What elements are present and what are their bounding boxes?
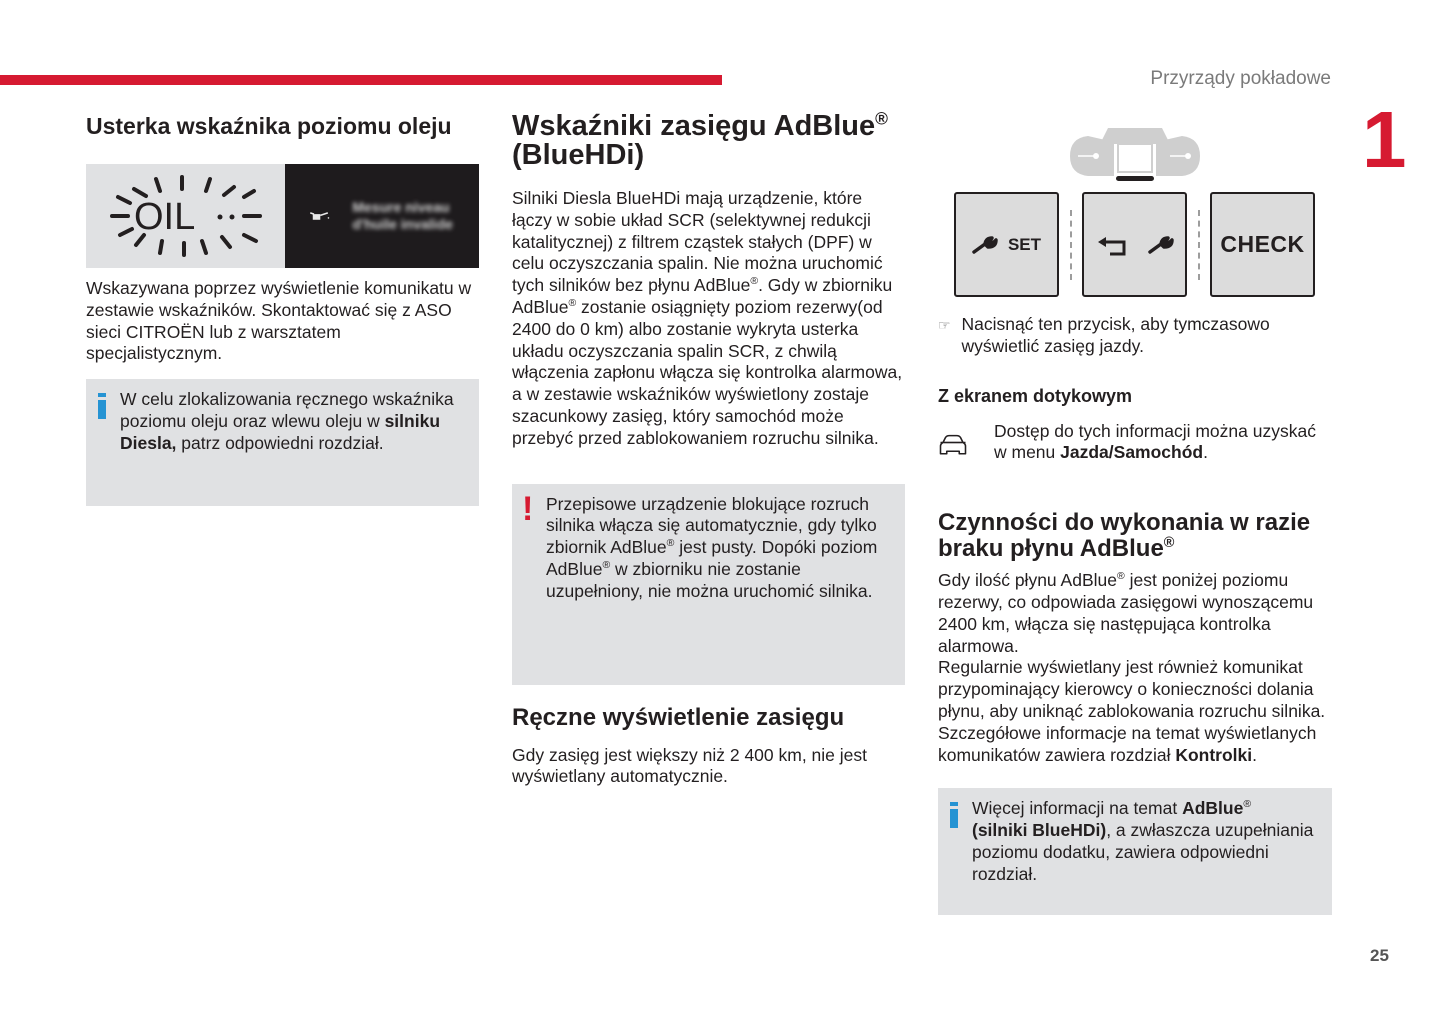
info-note-adblue — [938, 788, 1332, 915]
back-arrow-icon — [1096, 233, 1128, 257]
blurred-display-message: Mesure niveau d'huile invalide — [352, 199, 453, 232]
chapter-number: 1 — [1362, 95, 1405, 184]
back-wrench-button[interactable] — [1082, 192, 1187, 297]
info-icon — [98, 393, 106, 419]
column-adblue-range — [512, 108, 905, 788]
instrument-cluster-diagram — [954, 112, 1334, 312]
check-button[interactable] — [1210, 192, 1315, 297]
warning-note-text: Przepisowe urządzenie blokujące rozruch silnika włącza się automatycznie, gdy tylko zbiornik AdBlue® jest pusty. Dopóki poziom AdBlue® w zbiorniku nie zostanie uzupełniony, nie można uruchomić silnika. — [546, 493, 878, 601]
button-separator — [1059, 210, 1082, 280]
column-range-controls — [938, 112, 1332, 915]
wrench-icon — [972, 235, 998, 255]
section-label: Przyrządy pokładowe — [1150, 68, 1331, 89]
adblue-shortage-description: Gdy ilość płynu AdBlue® jest poniżej poziomu rezerwy, co odpowiada zasięgowi wynoszącemu 2400 km, włącza się następująca kontrolka alarmowa. Regularnie wyświetlany jest również komunikat przypominający kierowcy o konieczności dolania płynu, aby uniknąć zablokowania rozruchu silnika. Szczegółowe informacje na temat wyświetlanych komunikatów zawiera rozdział Kontrolki. — [938, 570, 1326, 765]
warning-exclamation-icon: ! — [522, 489, 534, 528]
oil-warning-illustration — [86, 164, 479, 268]
oil-can-icon — [309, 207, 330, 225]
info-note-text: W celu zlokalizowania ręcznego wskaźnika poziomu oleju oraz wlewu oleju w silniku Diesla, patrz odpowiedni rozdział. — [120, 389, 454, 453]
button-separator — [1187, 210, 1210, 280]
adblue-description: Silniki Diesla BlueHDi mają urządzenie, które łączy w sobie układ SCR (selektywnej redukcji katalitycznej) z filtrem cząstek stałych (DPF) w celu oczyszczania spalin. Nie można uruchomić tych silników bez płynu AdBlue®. Gdy w zbiorniku AdBlue® zostanie osiągnięty poziom rezerwy(od 2400 do 0 km) albo zostanie wykryta usterka układu oczyszczania spalin SCR, z chwilą włączenia zapłonu włącza się kontrolka alarmowa, a w zestawie wskaźników wyświetlony zostaje szacunkowy zasięg, który samochód może przebyć przed zablokowaniem rozruchu silnika. — [512, 188, 903, 448]
oil-warning-icon — [106, 171, 266, 261]
oil-fault-description: Wskazywana poprzez wyświetlenie komunikatu w zestawie wskaźników. Skontaktować się z ASO sieci CITROËN lub z warsztatem specjalistycznym. — [86, 278, 472, 364]
oil-icon-label: OIL — [133, 196, 195, 238]
instrument-cluster-icon — [1070, 126, 1200, 182]
info-note-adblue-text: Więcej informacji na temat AdBlue® (silniki BlueHDi), a zwłaszcza uzupełniania poziomu dodatku, zawiera odpowiedni rozdział. — [972, 798, 1314, 884]
touchscreen-info — [938, 421, 1332, 465]
oil-fault-title: Usterka wskaźnika poziomu oleju — [86, 113, 452, 139]
manual-range-title: Ręczne wyświetlenie zasięgu — [512, 703, 845, 731]
adblue-range-title: Wskaźniki zasięgu AdBlue® (BlueHDi) — [512, 108, 888, 171]
info-note-oil — [86, 379, 479, 506]
wrench-icon — [1148, 235, 1174, 255]
info-icon — [950, 802, 958, 828]
manual-range-description: Gdy zasięg jest większy niż 2 400 km, nie jest wyświetlany automatycznie. — [512, 744, 868, 787]
touchscreen-subtitle: Z ekranem dotykowym — [938, 385, 1133, 406]
header-accent-bar — [0, 75, 722, 85]
instrument-display — [285, 164, 479, 268]
button-instruction-text: Nacisnąć ten przycisk, aby tymczasowo wyświetlić zasięg jazdy. — [961, 314, 1270, 356]
column-oil-indicator — [86, 112, 479, 506]
oil-warning-light — [86, 164, 285, 268]
set-button-label: SET — [1007, 234, 1042, 254]
steering-wheel-buttons — [954, 192, 1315, 297]
warning-note-engine-lock — [512, 484, 905, 685]
check-button-label: CHECK — [1220, 231, 1305, 257]
set-button[interactable] — [954, 192, 1059, 297]
touchscreen-info-text: Dostęp do tych informacji można uzyskać w menu Jazda/Samochód. — [994, 420, 1316, 463]
adblue-shortage-title: Czynności do wykonania w razie braku płynu AdBlue® — [938, 509, 1311, 563]
page-number: 25 — [1370, 946, 1389, 965]
car-front-icon — [938, 427, 968, 463]
pointing-hand-icon: ☞ — [938, 317, 951, 333]
button-instruction — [938, 314, 1332, 358]
